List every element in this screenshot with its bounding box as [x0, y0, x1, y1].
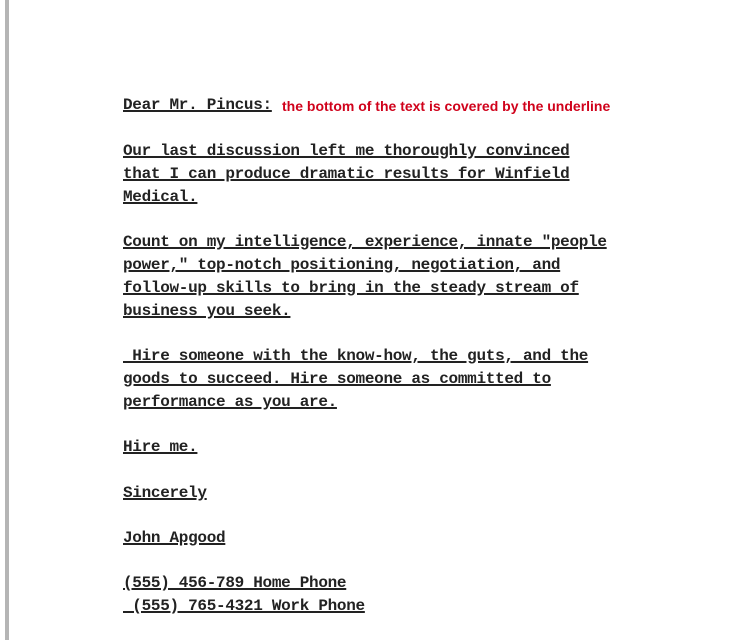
paragraph-3-line-1: Hire someone with the know-how, the guts, and the [123, 347, 589, 365]
paragraph-3-line-3: performance as you are. [123, 393, 337, 411]
signature-name: John Apgood [123, 529, 226, 547]
page-left-border [5, 0, 9, 640]
paragraph-2-line-1: Count on my intelligence, experience, innate "people [123, 233, 607, 251]
paragraph-3-line-2: goods to succeed. Hire someone as committed to [123, 370, 551, 388]
closing-line: Hire me. [123, 438, 198, 456]
annotation-note: the bottom of the text is covered by the underline [282, 98, 611, 114]
home-phone: (555) 456-789 Home Phone [123, 574, 347, 592]
paragraph-2-line-3: follow-up skills to bring in the steady stream of [123, 279, 579, 297]
paragraph-1-line-1: Our last discussion left me thoroughly convinced [123, 142, 570, 160]
work-phone: (555) 765-4321 Work Phone [123, 597, 365, 615]
signoff: Sincerely [123, 484, 207, 502]
paragraph-1-line-2: that I can produce dramatic results for Winfield [123, 165, 570, 183]
paragraph-1-line-3: Medical. [123, 188, 198, 206]
paragraph-2-line-2: power," top-notch positioning, negotiation, and [123, 256, 561, 274]
paragraph-2-line-4: business you seek. [123, 302, 291, 320]
salutation: Dear Mr. Pincus: [123, 96, 272, 114]
